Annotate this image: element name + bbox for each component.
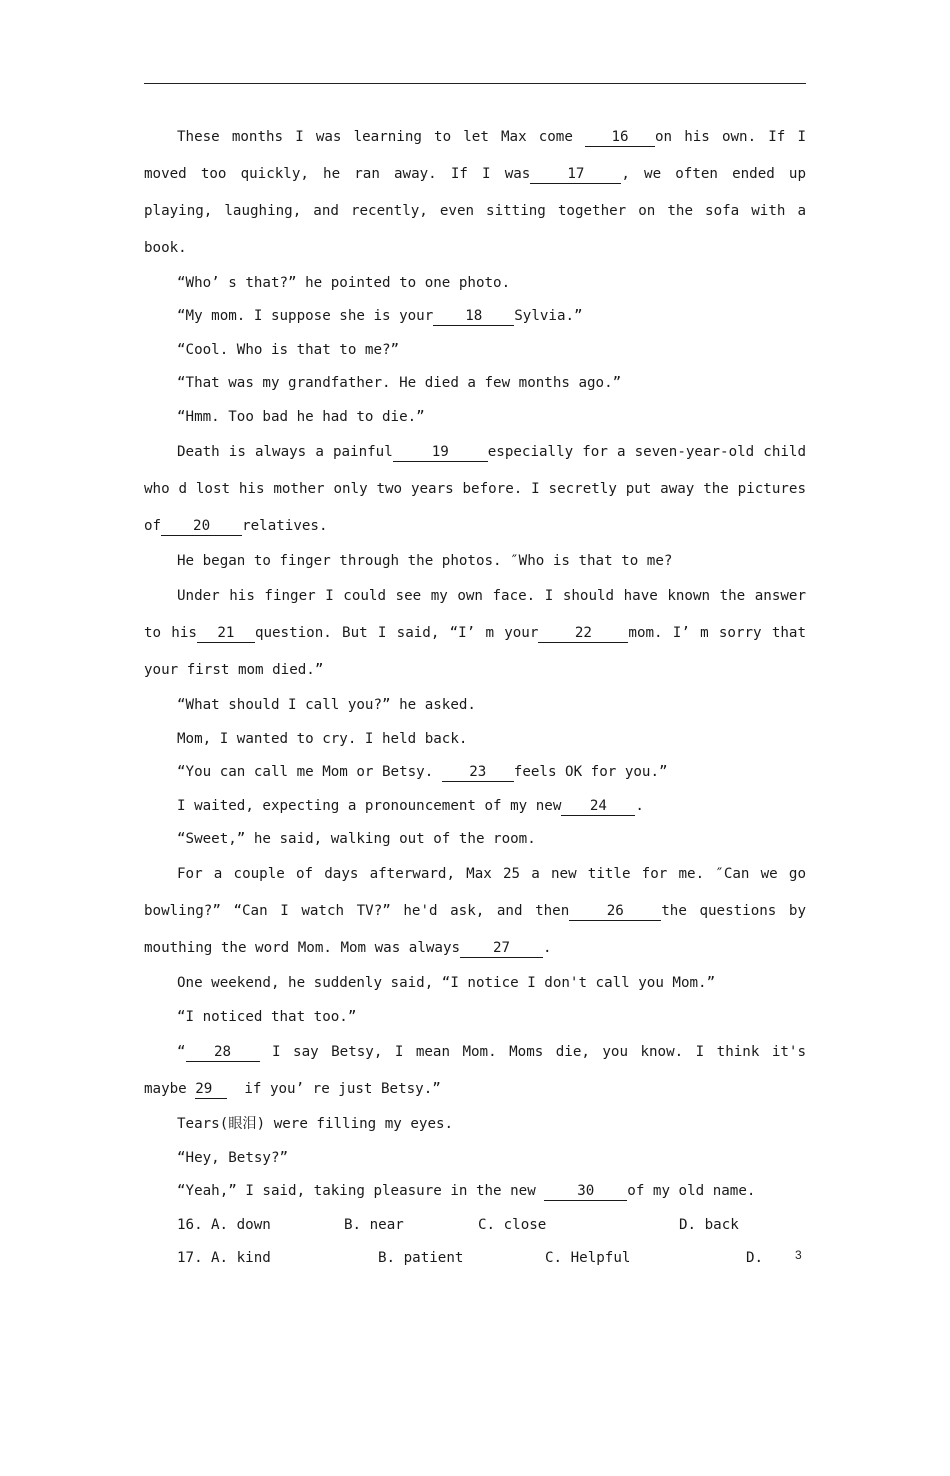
paragraph-6: “Hmm. Too bad he had to die.” — [177, 408, 425, 425]
paragraph-20: “Hey, Betsy?” — [177, 1149, 289, 1166]
text: For a couple of days afterward, Max 25 a new title for me. ″Can we go bowling?” “Can I watch TV?” he'd ask, and then — [144, 866, 815, 920]
blank-27: 27 — [460, 940, 543, 958]
paragraph-3 — [144, 300, 806, 333]
blank-18: 18 — [433, 308, 514, 326]
text: of my old name. — [627, 1183, 756, 1200]
paragraph-8: He began to finger through the photos. ″Who is that to me? — [177, 553, 673, 570]
blank-28: 28 — [186, 1044, 260, 1062]
paragraph-13 — [144, 790, 806, 823]
options-16 — [144, 1209, 806, 1242]
paragraph-1 — [144, 119, 815, 267]
text: . — [635, 797, 644, 814]
text: on his own. If I moved too quickly, he ran away. If I was — [144, 129, 815, 182]
paragraph-7 — [144, 434, 815, 545]
text: “ — [177, 1044, 186, 1061]
paragraph-19: Tears(眼泪) were filling my eyes. — [177, 1116, 454, 1133]
paragraph-14: “Sweet,” he said, walking out of the room. — [177, 831, 536, 848]
blank-30: 30 — [544, 1183, 627, 1201]
blank-16: 16 — [585, 129, 655, 147]
blank-26: 26 — [569, 903, 661, 921]
text: . — [543, 940, 552, 957]
options-17 — [144, 1242, 806, 1275]
paragraph-9 — [144, 578, 815, 689]
option-a: A. kind — [211, 1249, 271, 1266]
text: I waited, expecting a pronouncement of my new — [177, 797, 562, 814]
question-number: 17. — [177, 1249, 203, 1266]
text: if you’ re just Betsy.” — [227, 1081, 441, 1098]
blank-17: 17 — [530, 166, 621, 184]
paragraph-12 — [144, 756, 806, 789]
text: question. But I said, “I’ m your — [254, 625, 539, 642]
option-c: C. Helpful — [545, 1249, 631, 1266]
text: , we often ended up playing, laughing, and recently, even sitting together on the sofa with a book. — [144, 166, 815, 256]
paragraph-11: Mom, I wanted to cry. I held back. — [177, 730, 468, 747]
text: feels OK for you.” — [513, 764, 668, 781]
text: I say Betsy, I mean Mom. Moms die, you know. I think it's maybe — [144, 1044, 815, 1098]
option-d: D. back — [679, 1216, 739, 1233]
paragraph-2: “Who’ s that?” he pointed to one photo. — [177, 275, 511, 291]
question-number: 16. — [177, 1216, 203, 1233]
paragraph-16: One weekend, he suddenly said, “I notice I don't call you Mom.” — [177, 975, 716, 992]
paragraph-15 — [144, 856, 815, 967]
text: “My mom. I suppose she is your — [177, 308, 434, 325]
blank-19: 19 — [393, 444, 488, 462]
text: These months I was learning to let Max come — [177, 129, 586, 145]
option-d: D. — [746, 1249, 764, 1266]
blank-24: 24 — [561, 798, 635, 816]
blank-29: 29 — [195, 1081, 227, 1099]
blank-20: 20 — [161, 518, 242, 536]
text: mom. I’ m sorry that your first mom died.” — [144, 625, 815, 679]
text: relatives. — [242, 518, 328, 535]
blank-21: 21 — [197, 625, 255, 643]
passage — [144, 119, 815, 1275]
paragraph-21 — [144, 1175, 806, 1208]
text: the questions by mouthing the word Mom. Mom was always — [144, 903, 815, 957]
text: Death is always a painful — [177, 444, 393, 461]
paragraph-17: “I noticed that too.” — [177, 1008, 357, 1025]
blank-23: 23 — [442, 764, 514, 782]
option-b: B. patient — [378, 1249, 464, 1266]
text: Under his finger I could see my own face. I should have known the answer to his — [144, 588, 815, 642]
text: “You can call me Mom or Betsy. — [177, 764, 442, 781]
page-number: 3 — [795, 1248, 802, 1262]
text: especially for a seven-year-old child who d lost his mother only two years before. I secretly put away the pictures of — [144, 444, 815, 535]
paragraph-18 — [144, 1034, 815, 1108]
option-a: A. down — [211, 1216, 271, 1233]
blank-22: 22 — [538, 625, 628, 643]
text: “Yeah,” I said, taking pleasure in the new — [177, 1183, 545, 1200]
paragraph-5: “That was my grandfather. He died a few months ago.” — [177, 375, 622, 392]
paragraph-10: “What should I call you?” he asked. — [177, 697, 476, 714]
option-c: C. close — [478, 1216, 547, 1233]
text: Sylvia.” — [514, 308, 583, 325]
option-b: B. near — [344, 1216, 404, 1233]
header-rule — [144, 83, 806, 84]
paragraph-4: “Cool. Who is that to me?” — [177, 341, 400, 358]
